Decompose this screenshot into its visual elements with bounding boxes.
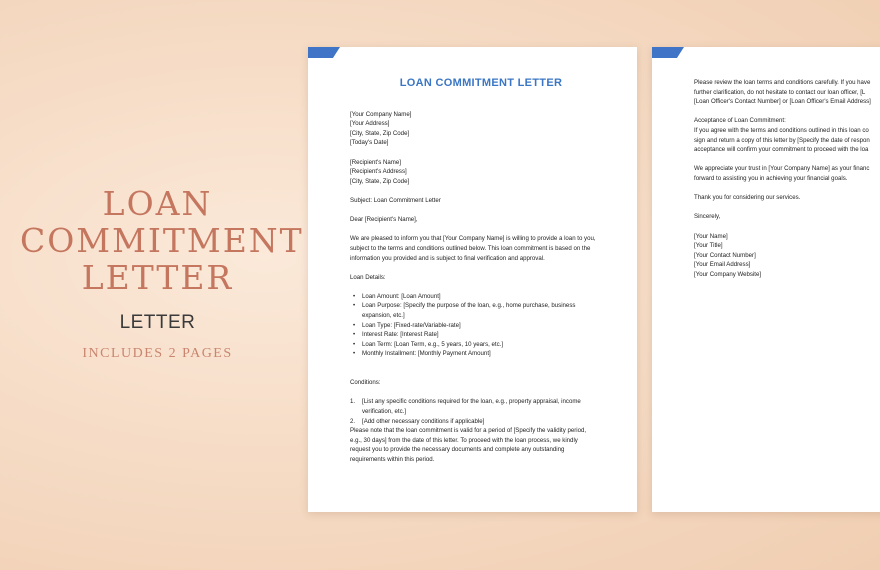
- validity-paragraph: [350, 426, 612, 464]
- hero-title-line-1: LOAN: [102, 184, 213, 223]
- acceptance-line: If you agree with the terms and conditions outlined in this loan co: [694, 126, 869, 134]
- intro-line: subject to the terms and conditions outlined below. This loan commitment is based on the: [350, 244, 591, 252]
- acceptance-line: sign and return a copy of this letter by [Specify the date of respon: [694, 136, 870, 144]
- validity-line: e.g., 30 days] from the date of this letter. To proceed with the loan process, we kindly: [350, 436, 578, 444]
- page-corner-accent: [652, 47, 684, 58]
- sender-line: [Your Address]: [350, 120, 390, 128]
- list-item-text: • Loan Amount: [Loan Amount]: [362, 292, 441, 300]
- signature-block: [694, 232, 880, 280]
- list-item-text: • Monthly Installment: [Monthly Payment Amount]: [362, 350, 491, 358]
- list-item: [350, 321, 612, 331]
- sender-line: [Today's Date]: [350, 139, 389, 147]
- list-item-text: verification, etc.]: [362, 408, 407, 415]
- sender-block: [350, 110, 612, 148]
- signature-line: [Your Name]: [694, 232, 728, 240]
- page-1-content: [350, 47, 612, 465]
- closing-line: Sincerely,: [694, 213, 721, 221]
- salutation: Dear [Recipient's Name],: [350, 216, 418, 224]
- list-item: [350, 397, 612, 416]
- appreciation-paragraph: [694, 164, 880, 183]
- signature-line: [Your Title]: [694, 242, 723, 250]
- review-paragraph: [694, 78, 880, 107]
- thanks-line: Thank you for considering our services.: [694, 194, 801, 202]
- recipient-line: [City, State, Zip Code]: [350, 177, 410, 185]
- list-item: [350, 417, 612, 427]
- intro-line: information you provided and is subject to final verification and approval.: [350, 254, 545, 262]
- appreciation-line: forward to assisting you in achieving your financial goals.: [694, 174, 848, 182]
- hero-subtitle: LETTER: [119, 312, 196, 333]
- page-2-content: [694, 78, 880, 279]
- validity-line: Please note that the loan commitment is valid for a period of [Specify the validity period,: [350, 427, 587, 435]
- sender-line: [Your Company Name]: [350, 110, 412, 118]
- acceptance-heading: Acceptance of Loan Commitment:: [694, 117, 786, 125]
- hero-panel: [20, 184, 304, 362]
- signature-line: [Your Email Address]: [694, 261, 751, 269]
- validity-line: requirements within this period.: [350, 455, 435, 463]
- hero-includes-note: INCLUDES 2 PAGES: [82, 346, 233, 361]
- recipient-line: [Recipient's Address]: [350, 168, 407, 176]
- list-item-text: expansion, etc.]: [362, 312, 405, 320]
- intro-paragraph: [350, 234, 612, 263]
- review-line: further clarification, do not hesitate to contact our loan officer, [L: [694, 88, 866, 96]
- list-item-text: [List any specific conditions required for the loan, e.g., property appraisal, income: [362, 398, 581, 406]
- document-page-2: [652, 47, 880, 512]
- document-page-1: [308, 47, 637, 512]
- validity-line: request you to provide the necessary documents and complete any outstanding: [350, 446, 565, 454]
- loan-details-heading: Loan Details:: [350, 273, 386, 281]
- list-item-text: • Loan Type: [Fixed-rate/Variable-rate]: [362, 321, 461, 329]
- signature-line: [Your Contact Number]: [694, 251, 756, 259]
- signature-line: [Your Company Website]: [694, 270, 762, 278]
- sender-line: [City, State, Zip Code]: [350, 129, 410, 137]
- list-item-text: • Loan Purpose: [Specify the purpose of the loan, e.g., home purchase, business: [362, 302, 576, 310]
- recipient-line: [Recipient's Name]: [350, 158, 401, 166]
- conditions-heading: Conditions:: [350, 379, 381, 387]
- acceptance-paragraph: [694, 126, 880, 155]
- list-item: [350, 292, 612, 302]
- list-item-text: • Loan Term: [Loan Term, e.g., 5 years, 10 years, etc.]: [362, 340, 504, 348]
- review-line: [Loan Officer's Contact Number] or [Loan Officer's Email Address]: [694, 98, 871, 106]
- intro-line: We are pleased to inform you that [Your Company Name] is willing to provide a loan to you,: [350, 235, 596, 243]
- list-item-text: [Add other necessary conditions if applicable]: [362, 417, 485, 425]
- conditions-list: [350, 397, 612, 426]
- review-line: Please review the loan terms and conditions carefully. If you have: [694, 79, 871, 86]
- appreciation-line: We appreciate your trust in [Your Company Name] as your financ: [694, 165, 870, 173]
- subject-line: Subject: Loan Commitment Letter: [350, 196, 441, 204]
- document-title: LOAN COMMITMENT LETTER: [399, 77, 563, 89]
- hero-title-line-3: LETTER: [81, 258, 234, 297]
- recipient-block: [350, 158, 612, 187]
- loan-details-list: [350, 292, 612, 359]
- list-item-text: • Interest Rate: [Interest Rate]: [362, 331, 439, 339]
- page-corner-accent: [308, 47, 340, 58]
- list-number: 2.: [350, 417, 356, 425]
- list-item: [350, 301, 612, 320]
- hero-title-line-2: COMMITMENT: [20, 221, 304, 260]
- acceptance-line: acceptance will confirm your commitment to proceed with the loa: [694, 146, 869, 154]
- list-item: [350, 349, 612, 359]
- list-number: 1.: [350, 398, 356, 406]
- list-item: [350, 330, 612, 340]
- list-item: [350, 340, 612, 350]
